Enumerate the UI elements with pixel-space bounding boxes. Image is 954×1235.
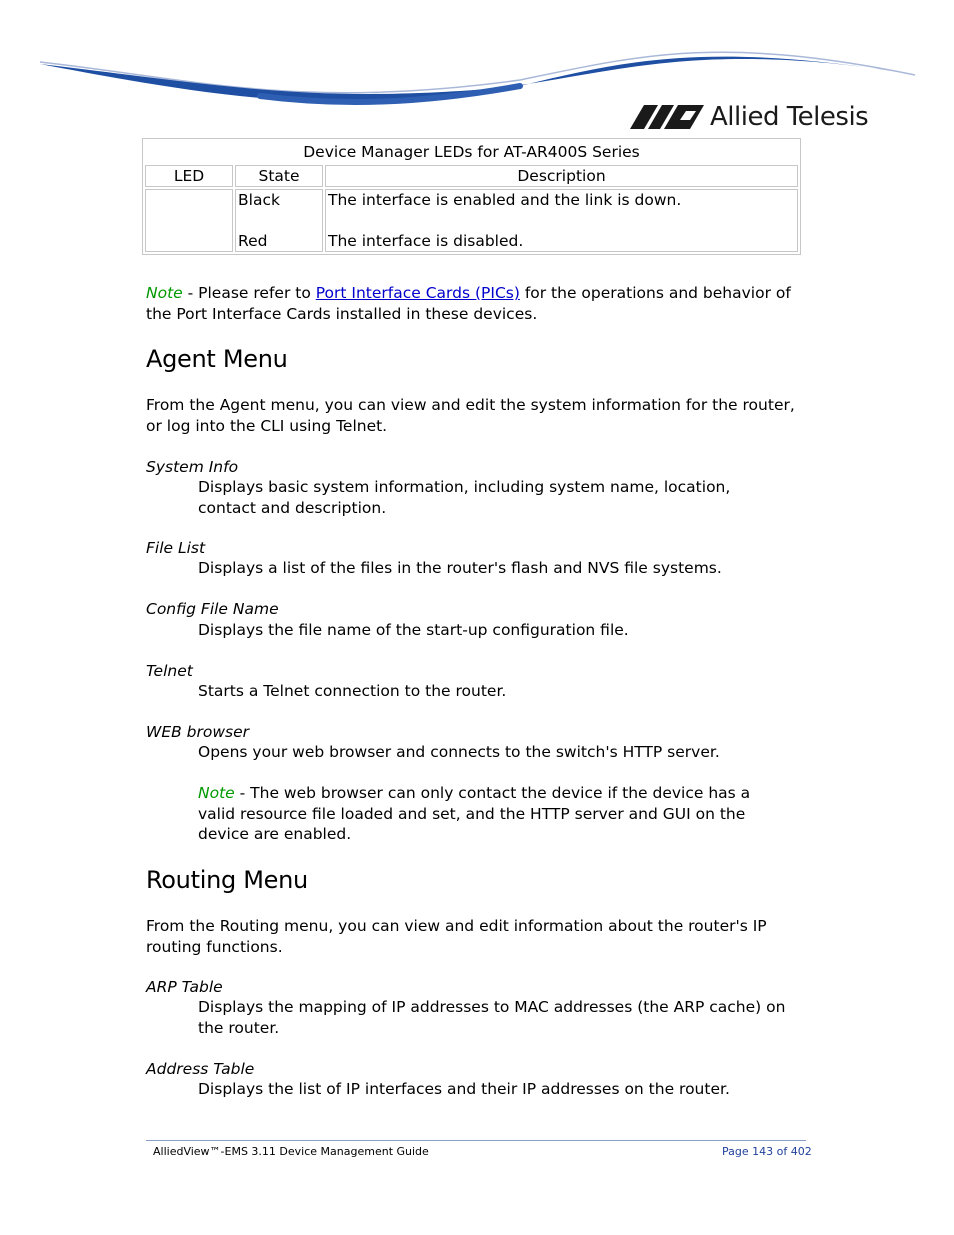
routing-menu-intro: From the Routing menu, you can view and edit information about the router's IP routing functions. [146,917,767,956]
column-header-led: LED [145,165,233,187]
port-interface-cards-link[interactable]: Port Interface Cards (PICs) [315,284,520,302]
note-paragraph [146,283,806,324]
term-file-list: File List [146,539,206,557]
term-arp-table: ARP Table [146,978,223,996]
footer-divider [146,1140,806,1141]
description-value: The interface is enabled and the link is down. [328,191,682,209]
note-label: Note [198,784,235,802]
definition: Starts a Telnet connection to the router. [198,682,507,700]
column-header-description: Description [325,165,798,187]
definition: Displays the mapping of IP addresses to MAC addresses (the ARP cache) on the router. [198,998,786,1037]
routing-menu-heading: Routing Menu [146,866,308,894]
state-value: Red [238,232,268,250]
allied-telesis-logo [630,100,868,134]
cell-description [325,189,798,252]
led-table [142,138,801,255]
table-row [145,189,798,252]
state-value: Black [238,191,280,209]
description-value: The interface is disabled. [328,232,524,250]
note-text: - The web browser can only contact the device if the device has a valid resource file loaded and set, and the HTTP server and GUI on the device are enabled. [198,784,751,843]
note-text: - Please refer to [182,284,316,302]
web-browser-note [198,783,788,845]
note-label: Note [146,284,183,302]
term-address-table: Address Table [146,1060,255,1078]
term-web-browser: WEB browser [146,723,250,741]
definition: Displays the list of IP interfaces and their IP addresses on the router. [198,1080,730,1098]
footer-page-number: Page 143 of 402 [722,1145,812,1158]
table-caption: Device Manager LEDs for AT-AR400S Series [303,143,640,161]
definition: Opens your web browser and connects to the switch's HTTP server. [198,743,720,761]
cell-led [145,189,233,252]
cell-state [235,189,323,252]
term-system-info: System Info [146,458,239,476]
footer-guide-title: AlliedView™-EMS 3.11 Device Management Guide [153,1145,429,1158]
definition: Displays basic system information, including system name, location, contact and description. [198,478,731,517]
agent-menu-heading: Agent Menu [146,345,288,373]
logo-mark-icon [630,105,704,129]
term-config-file-name: Config File Name [146,600,279,618]
column-header-state: State [235,165,323,187]
term-telnet: Telnet [146,662,193,680]
agent-menu-intro: From the Agent menu, you can view and edit the system information for the router, or log into the CLI using Telnet. [146,396,795,435]
definition: Displays a list of the files in the router's flash and NVS file systems. [198,559,722,577]
note-text: for the operations and behavior of the Port Interface Cards installed in these devices. [146,284,791,323]
definition: Displays the file name of the start-up configuration file. [198,621,629,639]
logo-wordmark: Allied Telesis [710,102,869,132]
